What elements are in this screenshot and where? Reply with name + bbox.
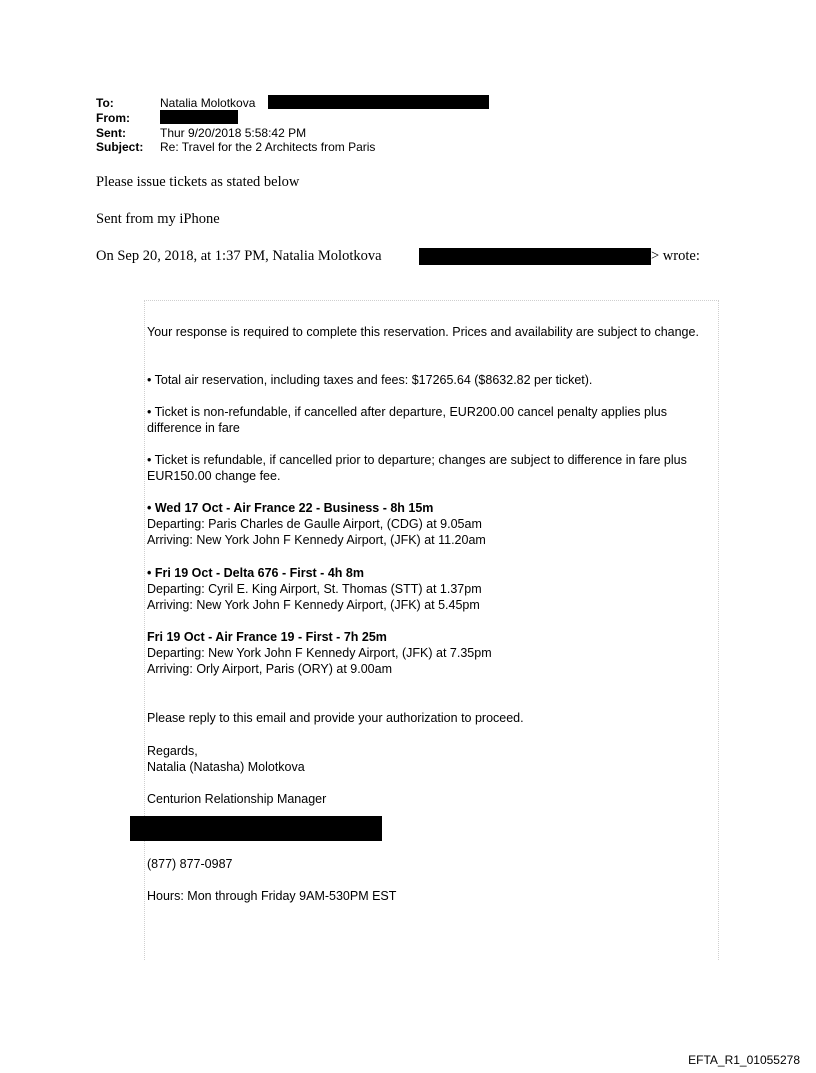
body-line-sent-from-iphone: Sent from my iPhone: [96, 211, 220, 227]
office-hours: Hours: Mon through Friday 9AM-530PM EST: [147, 889, 397, 903]
regards: Regards,: [147, 744, 198, 758]
flight-segment: [147, 500, 722, 548]
subject-value: Re: Travel for the 2 Architects from Paris: [160, 140, 376, 154]
reply-attribution-prefix: On Sep 20, 2018, at 1:37 PM, Natalia Molotkova: [96, 248, 382, 264]
from-label: From:: [96, 111, 130, 125]
redaction-signature: [130, 816, 382, 841]
signer-name: Natalia (Natasha) Molotkova: [147, 760, 305, 774]
bullet-non-refundable: • Ticket is non-refundable, if cancelled after departure, EUR200.00 cancel penalty applies plus difference in fare: [147, 405, 667, 435]
flight-arriving: Arriving: Orly Airport, Paris (ORY) at 9.00am: [147, 662, 392, 676]
flight-title: Fri 19 Oct - Air France 19 - First - 7h 25m: [147, 630, 387, 644]
flight-arriving: Arriving: New York John F Kennedy Airport, (JFK) at 11.20am: [147, 533, 486, 547]
quoted-intro: Your response is required to complete this reservation. Prices and availability are subject to change.: [147, 325, 699, 339]
document-id: EFTA_R1_01055278: [688, 1053, 800, 1067]
flight-title: • Fri 19 Oct - Delta 676 - First - 4h 8m: [147, 566, 364, 580]
bullet-total-fare: • Total air reservation, including taxes and fees: $17265.64 ($8632.82 per ticket).: [147, 373, 593, 387]
flight-title: • Wed 17 Oct - Air France 22 - Business - 8h 15m: [147, 501, 434, 515]
phone-number: (877) 877-0987: [147, 857, 233, 871]
flight-segment: [147, 629, 722, 677]
flight-segment: [147, 565, 722, 613]
redaction-to-email: [268, 95, 489, 109]
subject-label: Subject:: [96, 140, 144, 154]
bullet-refundable: • Ticket is refundable, if cancelled prior to departure; changes are subject to difference in fare plus EUR150.00 change fee.: [147, 453, 687, 483]
redaction-reply-email: [419, 248, 651, 265]
body-line-issue-tickets: Please issue tickets as stated below: [96, 174, 300, 190]
sent-value: Thur 9/20/2018 5:58:42 PM: [160, 126, 307, 140]
sent-label: Sent:: [96, 126, 126, 140]
flight-arriving: Arriving: New York John F Kennedy Airport, (JFK) at 5.45pm: [147, 598, 480, 612]
signer-role: Centurion Relationship Manager: [147, 792, 327, 806]
flight-departing: Departing: Cyril E. King Airport, St. Thomas (STT) at 1.37pm: [147, 582, 482, 596]
to-label: To:: [96, 96, 114, 110]
reply-request: Please reply to this email and provide your authorization to proceed.: [147, 711, 524, 725]
to-value: Natalia Molotkova: [160, 96, 256, 110]
redaction-from: [160, 110, 238, 124]
reply-attribution-suffix: > wrote:: [651, 248, 700, 264]
flight-departing: Departing: New York John F Kennedy Airport, (JFK) at 7.35pm: [147, 646, 492, 660]
flight-departing: Departing: Paris Charles de Gaulle Airport, (CDG) at 9.05am: [147, 517, 482, 531]
